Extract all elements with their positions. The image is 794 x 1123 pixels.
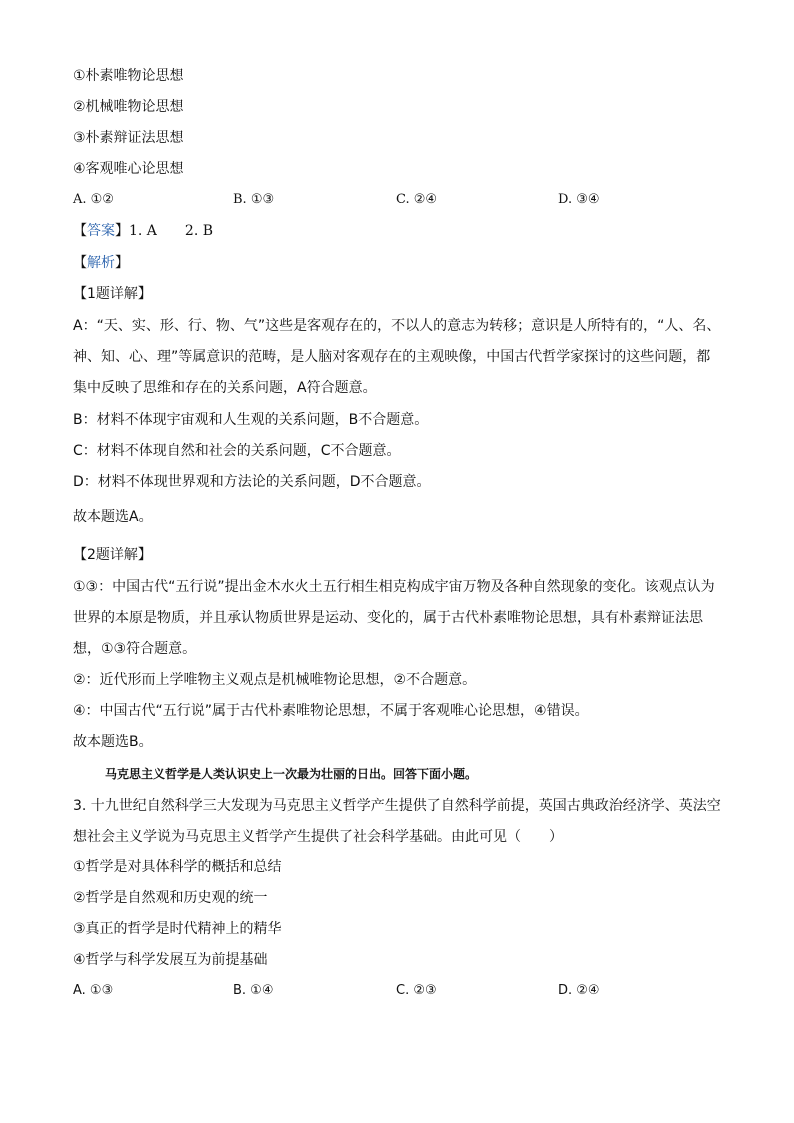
- analysis-bracket-close: 】: [115, 255, 129, 271]
- section-intro: 马克思主义哲学是人类认识史上一次最为壮丽的日出。回答下面小题。: [105, 767, 478, 781]
- q3-stem: 3. 十九世纪自然科学三大发现为马克思主义哲学产生提供了自然科学前提，英国古典政治经济学、英法空想社会主义学说为马克思主义哲学产生提供了社会科学基础。由此可见（ ）: [73, 798, 721, 845]
- q3-option-d: D. ②④: [558, 983, 600, 998]
- detail1-option-c: C：材料不体现自然和社会的关系问题，C不合题意。: [73, 443, 401, 459]
- detail1-heading: 【1题详解】: [73, 286, 152, 302]
- analysis-label: 解析: [87, 255, 115, 271]
- q3-item-1: ①哲学是对具体科学的概括和总结: [73, 859, 282, 875]
- detail1-option-a: A：“天、实、形、行、物、气”这些是客观存在的，不以人的意志为转移；意识是人所特有的，“人、名、神、知、心、理”等属意识的范畴，是人脑对客观存在的主观映像，中国古代哲学家探讨的这些问题，都集中反映了思维和存在的关系问题，A符合题意。: [73, 318, 721, 396]
- answer-text: 1. A 2. B: [129, 223, 214, 239]
- answer-label: 答案: [87, 223, 115, 239]
- detail2-paragraph-4: ④：中国古代“五行说”属于古代朴素唯物论思想，不属于客观唯心论思想，④错误。: [73, 703, 589, 719]
- q3-item-3: ③真正的哲学是时代精神上的精华: [73, 921, 282, 937]
- q2-option-c: C. ②④: [396, 192, 438, 207]
- answer-bracket-close: 】: [115, 223, 129, 239]
- q3-item-2: ②哲学是自然观和历史观的统一: [73, 890, 268, 906]
- q2-item-3: ③朴素辩证法思想: [73, 130, 184, 146]
- q3-option-b: B. ①④: [233, 983, 274, 998]
- q2-item-2: ②机械唯物论思想: [73, 99, 184, 115]
- q2-item-4: ④客观唯心论思想: [73, 161, 184, 177]
- analysis-bracket-open: 【: [73, 255, 87, 271]
- q3-item-4: ④哲学与科学发展互为前提基础: [73, 952, 268, 968]
- detail2-paragraph-2: ②：近代形而上学唯物主义观点是机械唯物论思想，②不合题意。: [73, 672, 477, 688]
- detail2-conclusion: 故本题选B。: [73, 734, 153, 750]
- detail1-option-d: D：材料不体现世界观和方法论的关系问题，D不合题意。: [73, 474, 431, 490]
- answer-bracket-open: 【: [73, 223, 87, 239]
- detail2-paragraph-13: ①③：中国古代“五行说”提出金木水火土五行相生相克构成宇宙万物及各种自然现象的变化。该观点认为世界的本原是物质，并且承认物质世界是运动、变化的，属于古代朴素唯物论思想，具有朴素辩证法思想，①③符合题意。: [73, 579, 715, 657]
- detail2-heading: 【2题详解】: [73, 547, 152, 563]
- q2-option-d: D. ③④: [558, 192, 600, 207]
- detail1-conclusion: 故本题选A。: [73, 509, 153, 525]
- answer-line: [73, 221, 213, 241]
- analysis-heading: [73, 253, 129, 273]
- q3-option-a: A. ①③: [73, 983, 114, 998]
- q2-option-a: A. ①②: [73, 192, 114, 207]
- detail1-option-b: B：材料不体现宇宙观和人生观的关系问题，B不合题意。: [73, 412, 429, 428]
- q2-item-1: ①朴素唯物论思想: [73, 68, 184, 84]
- q2-option-b: B. ①③: [233, 192, 275, 207]
- q3-option-c: C. ②③: [396, 983, 437, 998]
